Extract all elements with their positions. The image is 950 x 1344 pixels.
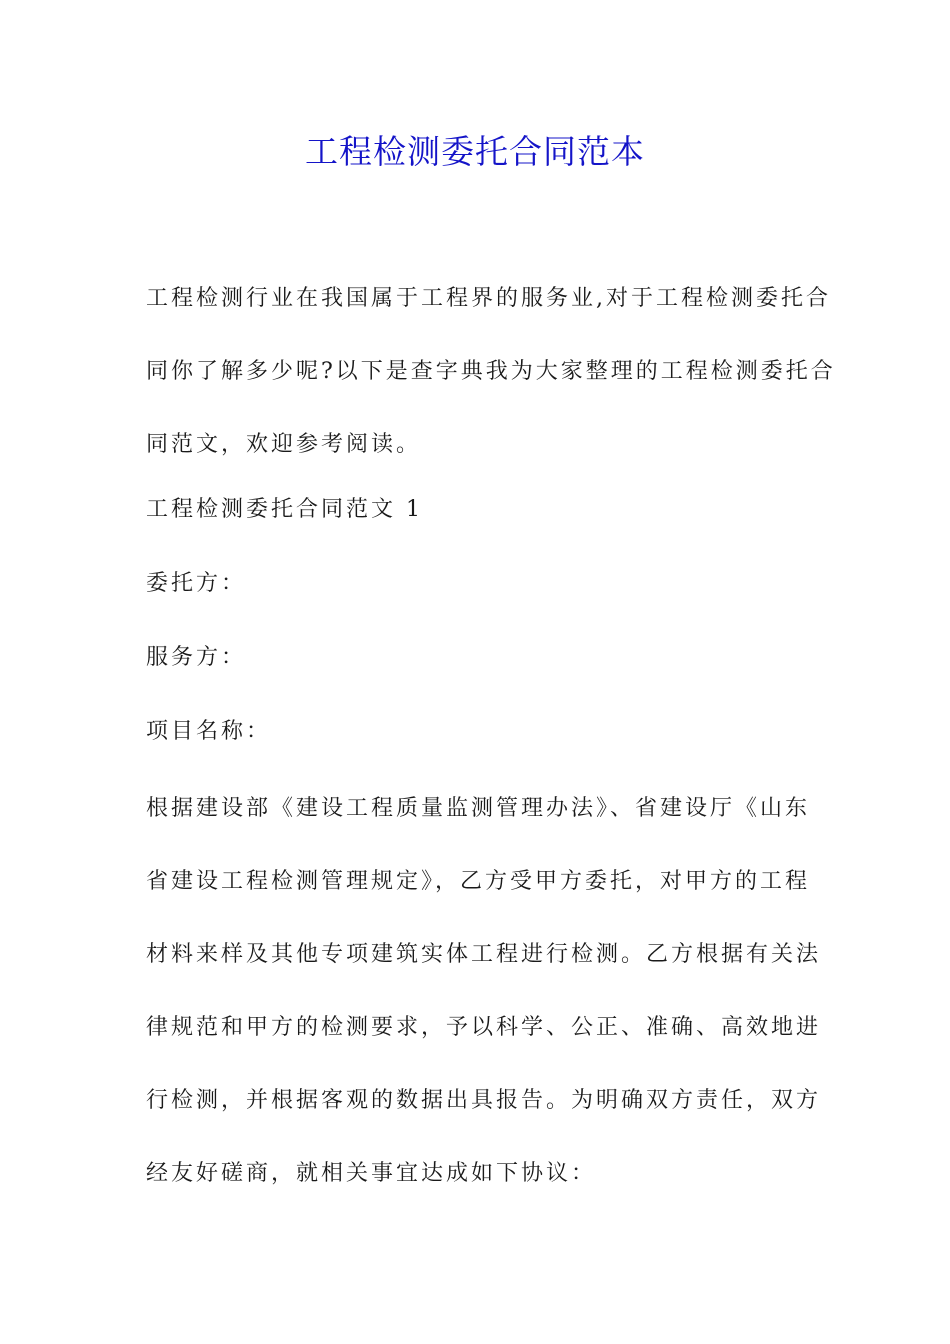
document-title: 工程检测委托合同范本 xyxy=(305,132,645,171)
intro-paragraph xyxy=(146,262,836,481)
client-label: 委托方： xyxy=(146,571,247,596)
main-line: 材料来样及其他专项建筑实体工程进行检测。乙方根据有关法 xyxy=(146,942,822,967)
intro-line: 工程检测行业在我国属于工程界的服务业,对于工程检测委托合 xyxy=(146,286,831,311)
service-label: 服务方： xyxy=(146,645,247,670)
main-line: 行检测，并根据客观的数据出具报告。为明确双方责任，双方 xyxy=(146,1088,822,1113)
main-line: 省建设工程检测管理规定》，乙方受甲方委托，对甲方的工程 xyxy=(146,869,811,894)
main-line: 根据建设部《建设工程质量监测管理办法》、省建设厅《山东 xyxy=(146,796,811,821)
main-line: 律规范和甲方的检测要求，予以科学、公正、准确、高效地进 xyxy=(146,1015,822,1040)
intro-line: 同范文，欢迎参考阅读。 xyxy=(146,432,422,457)
section-heading: 工程检测委托合同范文 1 xyxy=(146,497,423,522)
main-line: 经友好磋商，就相关事宜达成如下协议： xyxy=(146,1161,597,1186)
main-paragraph xyxy=(146,772,822,1210)
project-name-label: 项目名称： xyxy=(146,719,272,744)
intro-line: 同你了解多少呢?以下是查字典我为大家整理的工程检测委托合 xyxy=(146,359,836,384)
